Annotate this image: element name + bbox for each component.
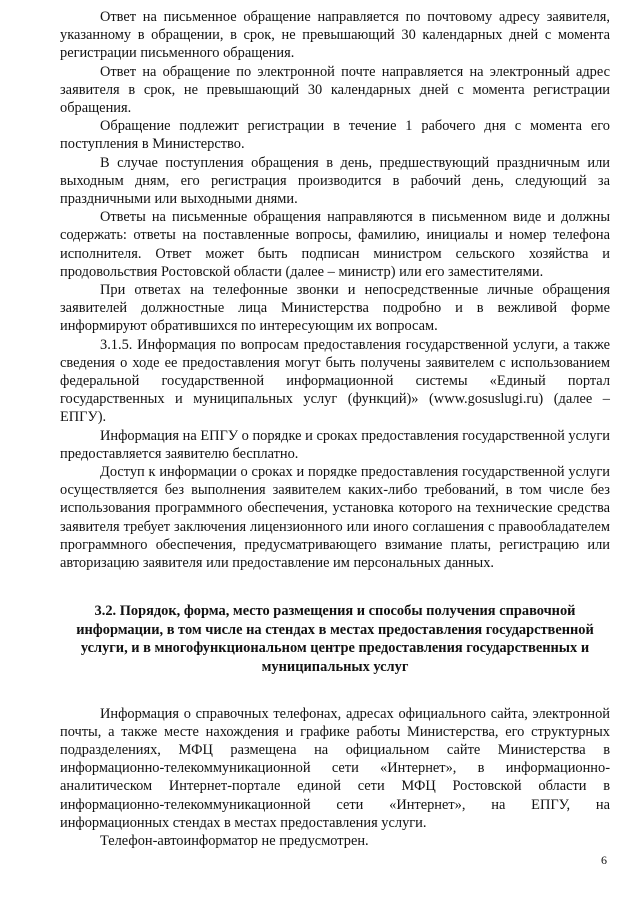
paragraph-autoinformer: Телефон-автоинформатор не предусмотрен. xyxy=(100,833,369,850)
paragraph-phone-calls: При ответах на телефонные звонки и непосредственные личные обращения заявителей должностные лица Министерства подробно и в вежливой форме информируют обратившихся по интересующим их вопросам. xyxy=(60,282,610,335)
paragraph-registration: Обращение подлежит регистрации в течение 1 рабочего дня с момента его поступления в Министерство. xyxy=(60,118,610,153)
document-page xyxy=(60,8,610,850)
paragraph-epgu-free: Информация на ЕПГУ о порядке и сроках предоставления государственной услуги предоставляется заявителю бесплатно. xyxy=(60,427,610,462)
paragraph-access-info: Доступ к информации о сроках и порядке предоставления государственной услуги осуществляется без выполнения заявителем каких-либо требований, в том числе без использования программного обеспечения, установка которого на технические средства заявителя требует заключения лицензионного или иного соглашения с правообладателем программного обеспечения, предусматривающего взимание платы, регистрацию или авторизацию заявителя или предоставление им персональных данных. xyxy=(60,464,610,572)
paragraph-written-reply: Ответ на письменное обращение направляется по почтовому адресу заявителя, указанному в обращении, в срок, не превышающий 30 календарных дней с момента регистрации письменного обращения. xyxy=(60,9,610,62)
paragraph-email-reply: Ответ на обращение по электронной почте направляется на электронный адрес заявителя в срок, не превышающий 30 календарных дней с момента регистрации обращения. xyxy=(60,63,610,117)
paragraph-reply-content: Ответы на письменные обращения направляются в письменном виде и должны содержать: ответы на поставленные вопросы, фамилию, инициалы и номер телефона исполнителя. Ответ может быть подписан министром сельского хозяйства и продовольствия Ростовской области (далее – министр) или его заместителями. xyxy=(60,209,610,280)
paragraph-epgu-info: 3.1.5. Информация по вопросам предоставления государственной услуги, а также сведения о ходе ее предоставления могут быть получены заявителем с использованием федеральной государственной информационной системы «Единый портал государственных и муниципальных услуг (функций)» (www.gosuslugi.ru) (далее – ЕПГУ). xyxy=(60,336,610,426)
paragraph-reference-info: Информация о справочных телефонах, адресах официального сайта, электронной почты, а также месте нахождения и графике работы Министерства, его структурных подразделениях, МФЦ размещена на официальном сайте Министерства в информационно-телекоммуникационной сети «Интернет», в информационно-аналитическом Интернет-портале единой сети МФЦ Ростовской области в информационно-телекоммуникационной сети «Интернет», на ЕПГУ, на информационных стендах в местах предоставления услуги. xyxy=(60,705,610,831)
page-number: 6 xyxy=(601,853,607,867)
paragraph-holiday-registration: В случае поступления обращения в день, предшествующий праздничным или выходным дням, его регистрация производится в рабочий день, следующий за праздничными или выходными днями. xyxy=(60,154,610,208)
section-heading: 3.2. Порядок, форма, место размещения и способы получения справочной информации, в том числе на стендах в местах предоставления государственной услуги, и в многофункциональном центре предоставления государственных и муниципальных услуг xyxy=(76,603,594,676)
